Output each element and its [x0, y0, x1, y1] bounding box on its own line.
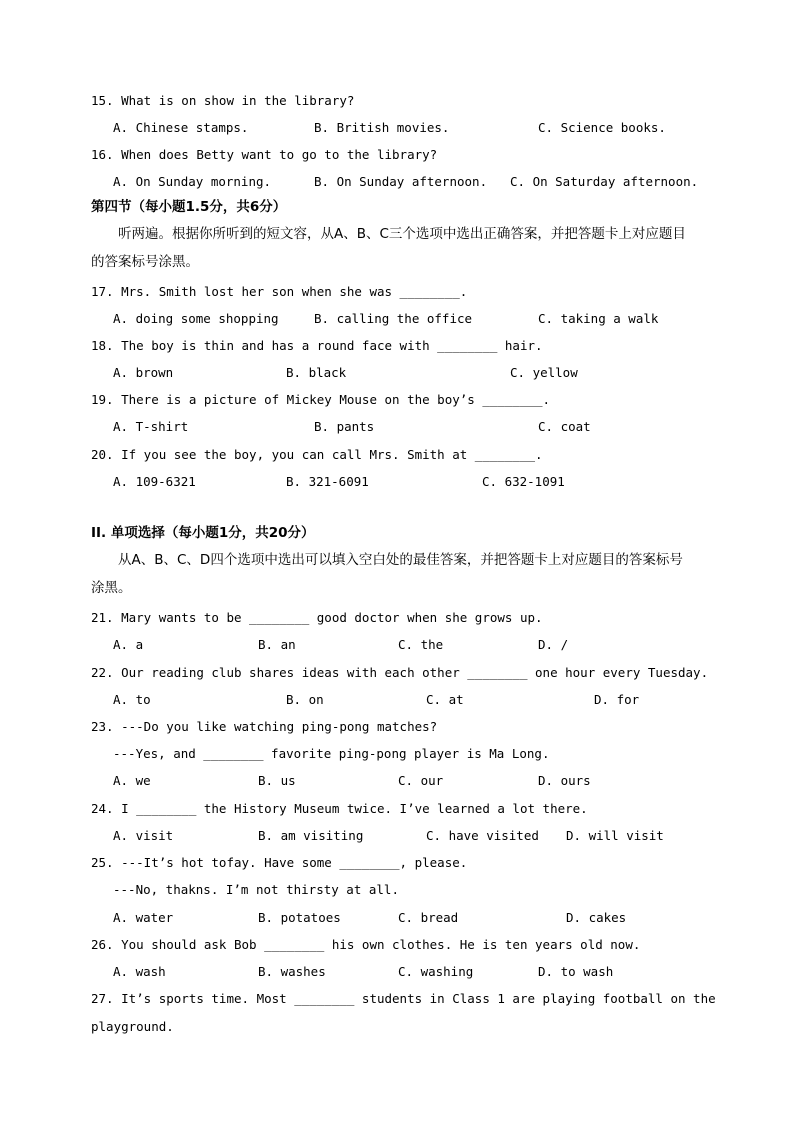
question-25-option-c: C. bread [398, 910, 459, 925]
question-24-option-d: D. will visit [566, 828, 664, 843]
question-23-option-a: A. we [113, 773, 151, 788]
question-27-stem: 27. It’s sports time. Most ________ students in Class 1 are playing football on the [91, 991, 716, 1006]
question-21-option-a: A. a [113, 637, 144, 652]
question-22-option-c: C. at [426, 692, 464, 707]
question-24-option-a: A. visit [113, 828, 174, 843]
question-26-stem: 26. You should ask Bob ________ his own clothes. He is ten years old now. [91, 937, 641, 952]
question-18-stem: 18. The boy is thin and has a round face with ________ hair. [91, 338, 543, 353]
section-4-heading: 第四节（每小题1.5分，共6分） [91, 199, 287, 215]
question-20-option-b: B. 321-6091 [286, 474, 369, 489]
question-21-option-c: C. the [398, 637, 444, 652]
question-23-option-d: D. ours [538, 773, 591, 788]
question-26-option-b: B. washes [258, 964, 326, 979]
question-27-stem-continued: playground. [91, 1019, 174, 1034]
question-18-option-c: C. yellow [510, 365, 578, 380]
question-17-option-c: C. taking a walk [538, 311, 659, 326]
question-18-option-a: A. brown [113, 365, 174, 380]
question-20-option-c: C. 632-1091 [482, 474, 565, 489]
question-15-option-b: B. British movies. [314, 120, 450, 135]
question-23-option-b: B. us [258, 773, 296, 788]
question-22-option-b: B. on [286, 692, 324, 707]
question-22-stem: 22. Our reading club shares ideas with each other ________ one hour every Tuesday. [91, 665, 709, 680]
question-16-option-c: C. On Saturday afternoon. [510, 174, 699, 189]
question-15-option-c: C. Science books. [538, 120, 666, 135]
question-17-option-b: B. calling the office [314, 311, 473, 326]
question-16-stem: 16. When does Betty want to go to the library? [91, 147, 438, 162]
question-26-option-d: D. to wash [538, 964, 614, 979]
question-18-option-b: B. black [286, 365, 347, 380]
question-20-stem: 20. If you see the boy, you can call Mrs. Smith at ________. [91, 447, 543, 462]
question-16-option-b: B. On Sunday afternoon. [314, 174, 488, 189]
question-25-stem: 25. ---It’s hot tofay. Have some ________, please. [91, 855, 468, 870]
question-25-option-d: D. cakes [566, 910, 627, 925]
question-24-option-c: C. have visited [426, 828, 539, 843]
question-20-option-a: A. 109-6321 [113, 474, 196, 489]
question-21-option-b: B. an [258, 637, 296, 652]
question-23-stem-reply: ---Yes, and ________ favorite ping-pong player is Ma Long. [113, 746, 550, 761]
question-21-option-d: D. / [538, 637, 569, 652]
section-2-heading: II. 单项选择（每小题1分，共20分） [91, 525, 315, 541]
question-17-option-a: A. doing some shopping [113, 311, 279, 326]
question-15-option-a: A. Chinese stamps. [113, 120, 249, 135]
question-24-option-b: B. am visiting [258, 828, 364, 843]
question-19-option-a: A. T-shirt [113, 419, 189, 434]
section-4-instructions-line1: 听两遍。根据你所听到的短文容，从A、B、C三个选项中选出正确答案，并把答题卡上对应题目 [118, 226, 686, 242]
question-26-option-c: C. washing [398, 964, 474, 979]
section-2-instructions-line2: 涂黑。 [91, 580, 132, 596]
question-23-option-c: C. our [398, 773, 444, 788]
question-19-stem: 19. There is a picture of Mickey Mouse on the boy’s ________. [91, 392, 551, 407]
question-26-option-a: A. wash [113, 964, 166, 979]
section-2-instructions-line1: 从A、B、C、D四个选项中选出可以填入空白处的最佳答案，并把答题卡上对应题目的答案标号 [118, 552, 683, 568]
question-22-option-a: A. to [113, 692, 151, 707]
question-22-option-d: D. for [594, 692, 640, 707]
question-15-stem: 15. What is on show in the library? [91, 93, 355, 108]
question-17-stem: 17. Mrs. Smith lost her son when she was ________. [91, 284, 468, 299]
question-21-stem: 21. Mary wants to be ________ good doctor when she grows up. [91, 610, 543, 625]
section-4-instructions-line2: 的答案标号涂黑。 [91, 254, 199, 270]
question-19-option-c: C. coat [538, 419, 591, 434]
question-25-option-a: A. water [113, 910, 174, 925]
question-16-option-a: A. On Sunday morning. [113, 174, 272, 189]
question-25-option-b: B. potatoes [258, 910, 341, 925]
question-24-stem: 24. I ________ the History Museum twice. I’ve learned a lot there. [91, 801, 588, 816]
question-23-stem: 23. ---Do you like watching ping-pong matches? [91, 719, 438, 734]
question-25-stem-reply: ---No, thakns. I’m not thirsty at all. [113, 882, 399, 897]
question-19-option-b: B. pants [314, 419, 375, 434]
